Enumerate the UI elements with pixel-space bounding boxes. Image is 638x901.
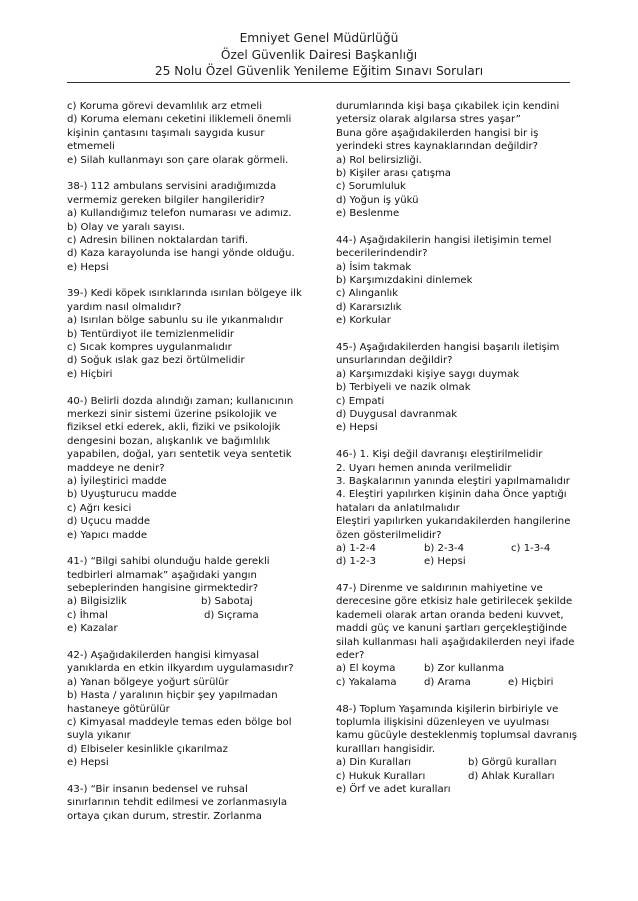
question-text: 39-) Kedi köpek ısırıklarında ısırılan bölgeye ilk — [67, 288, 302, 300]
option-row — [336, 662, 570, 675]
option-d: d) Kararsızlık — [336, 301, 402, 313]
option-e: e) Hepsi — [336, 422, 378, 434]
question-text: toplumla ilişkisini düzenleyen ve uyulması — [336, 716, 550, 728]
question-38 — [67, 180, 301, 274]
option-e: e) Kazalar — [67, 623, 118, 635]
option-d: d) Ahlak Kuralları — [468, 770, 555, 782]
text-line: d) Koruma elemanı ceketini iliklemeli önemli — [67, 114, 292, 126]
option-d: d) Kaza karayolunda ise hangi yönde olduğu. — [67, 248, 295, 260]
question-text: Buna göre aşağıdakilerden hangisi bir iş — [336, 127, 539, 139]
option-b: b) Terbiyeli ve nazik olmak — [336, 382, 471, 394]
question-text: silah kullanması hali aşağıdakilerden neyi ifade — [336, 636, 575, 648]
question-39 — [67, 287, 301, 381]
question-text: 48-) Toplum Yaşamında kişilerin birbiriyle ve — [336, 703, 559, 715]
option-e: e) Beslenme — [336, 208, 400, 220]
option-c: c) Ağrı kesici — [67, 502, 132, 514]
question-text: unsurlarından değildir? — [336, 355, 453, 367]
option-d: d) Arama — [424, 676, 471, 688]
question-text: 45-) Aşağıdakilerden hangisi başarılı iletişim — [336, 342, 560, 354]
option-b: b) Görgü kuralları — [468, 757, 557, 769]
question-text: 4. Eleştiri yapılırken kişinin daha Önce yaptığı — [336, 489, 567, 501]
question-text: kamu gücüyle desteklenmiş toplumsal davranış — [336, 730, 578, 742]
option-row — [67, 609, 301, 622]
question-text: sınırlarının tehdit edilmesi ve zorlanmasıyla — [67, 797, 288, 809]
question-43-continuation — [336, 100, 570, 221]
text-line: c) Koruma görevi devamlılık arz etmeli — [67, 101, 263, 112]
question-40 — [67, 395, 301, 542]
option-row — [336, 770, 570, 783]
option-a: a) Din Kuralları — [336, 757, 412, 769]
question-text: 40-) Belirli dozda alındığı zaman; kullanıcının — [67, 395, 294, 407]
question-text: dengesini bozan, alışkanlık ve bağımlılık — [67, 435, 271, 447]
header-rule — [67, 82, 570, 83]
option-e: e) Örf ve adet kuralları — [336, 783, 451, 795]
option-a: a) Isırılan bölge sabunlu su ile yıkanmalıdır — [67, 315, 284, 327]
question-48 — [336, 703, 578, 797]
option-d: d) 1-2-3 — [336, 556, 377, 568]
option-c: c) İhmal — [67, 609, 108, 621]
option-b: b) Karşımızdakini dinlemek — [336, 275, 473, 287]
option-b: b) Tentürdiyot ile temizlenmelidir — [67, 328, 235, 340]
option-a: a) Bilgisizlik — [67, 596, 127, 608]
question-text: yetersiz olarak algılarsa stres yaşar” — [336, 114, 521, 126]
question-text: 3. Başkalarının yanında eleştiri yapılmamalıdır — [336, 475, 570, 487]
question-text: derecesine göre etkisiz hale getirilecek şekilde — [336, 596, 573, 608]
option-a: a) Rol belirsizliği. — [336, 154, 422, 166]
question-41 — [67, 555, 301, 635]
question-42 — [67, 649, 301, 770]
right-column — [336, 100, 578, 796]
option-e: e) Hepsi — [67, 757, 109, 769]
option-b: b) Olay ve yaralı sayısı. — [67, 221, 185, 233]
question-text: eder? — [336, 650, 365, 662]
option-row — [336, 555, 570, 568]
option-a: a) El koyma — [336, 663, 396, 675]
question-text: maddeye ne denir? — [67, 462, 165, 474]
option-a: a) Yanan bölgeye yoğurt sürülür — [67, 676, 229, 688]
option-d: d) Yoğun iş yükü — [336, 194, 419, 206]
option-b: b) Kişiler arası çatışma — [336, 167, 451, 179]
question-text: 2. Uyarı hemen anında verilmelidir — [336, 462, 512, 474]
option-e: e) Korkular — [336, 315, 391, 327]
question-46 — [336, 448, 570, 569]
left-column — [67, 100, 301, 823]
question-text: kuraIlları hangisidir. — [336, 743, 436, 755]
question-text: 46-) 1. Kişi değil davranışı eleştirilmelidir — [336, 449, 543, 461]
question-text: vermemiz gereken bilgiler hangileridir? — [67, 194, 265, 206]
question-text: becerilerindendir? — [336, 248, 428, 260]
option-e: e) Hiçbiri — [508, 676, 554, 688]
option-d: d) Duygusal davranmak — [336, 408, 458, 420]
question-text: 38-) 112 ambulans servisini aradığımızda — [67, 181, 277, 193]
header-line-3: 25 Nolu Özel Güvenlik Yenileme Eğitim Sınavı Soruları — [154, 64, 484, 78]
option-d: d) Uçucu madde — [67, 516, 151, 528]
option-b: hastaneye götürülür — [67, 703, 170, 715]
option-a: a) Kullandığımız telefon numarası ve adımız. — [67, 208, 292, 220]
option-b: b) Zor kullanma — [424, 663, 505, 675]
question-text: 47-) Direnme ve saldırının mahiyetine ve — [336, 583, 543, 595]
option-e: e) Hepsi — [424, 556, 466, 568]
option-e: e) Hepsi — [67, 261, 109, 273]
option-c: c) Adresin bilinen noktalardan tarifi. — [67, 234, 249, 246]
question-text: durumlarında kişi başa çıkabilek için kendini — [336, 101, 560, 112]
document-header — [0, 30, 638, 80]
question-37-continuation — [67, 100, 301, 167]
text-line: e) Silah kullanmayı son çare olarak görmeli. — [67, 154, 289, 166]
question-43 — [67, 783, 301, 823]
question-text: 41-) “Bilgi sahibi olunduğu halde gerekli — [67, 556, 270, 568]
option-b: b) Sabotaj — [201, 596, 253, 608]
option-b: b) Hasta / yaralının hiçbir şey yapılmadan — [67, 690, 278, 702]
question-text: maddi güç ve kanuni şartları gerçekleştiğinde — [336, 623, 567, 635]
option-c: c) Alınganlık — [336, 288, 399, 300]
option-row — [336, 676, 570, 689]
option-b: b) 2-3-4 — [424, 542, 465, 554]
text-line: kişinin çantasını taşımalı saygıda kusur — [67, 127, 265, 139]
question-text: hataları da anlatılmalıdır — [336, 502, 460, 514]
option-d: d) Sıçrama — [204, 609, 259, 621]
question-text: 43-) “Bir insanın bedensel ve ruhsal — [67, 783, 248, 795]
option-b: b) Uyuşturucu madde — [67, 489, 177, 501]
question-text: sebeplerinden hangisine girmektedir? — [67, 583, 259, 595]
question-text: ortaya çıkan durum, strestir. Zorlanma — [67, 810, 262, 822]
option-d: d) Soğuk ıslak gaz bezi örtülmelidir — [67, 355, 245, 367]
option-e: e) Yapıcı madde — [67, 529, 148, 541]
option-c: c) Hukuk Kuralları — [336, 770, 426, 782]
option-a: a) 1-2-4 — [336, 542, 376, 554]
question-text: tedbirleri almamak” aşağıdaki yangın — [67, 569, 257, 581]
option-e: e) Hiçbiri — [67, 368, 113, 380]
text-line: etmemeli — [67, 141, 115, 153]
question-text: yanıklarda en etkin ilkyardım uygulamasıdır? — [67, 663, 294, 675]
option-c: c) 1-3-4 — [511, 542, 551, 554]
question-text: 44-) Aşağıdakilerin hangisi iletişimin temel — [336, 234, 552, 246]
option-c: c) Yakalama — [336, 676, 397, 688]
option-row — [336, 756, 570, 769]
option-c: c) Sıcak kompres uygulanmalıdır — [67, 342, 232, 354]
question-text: özen gösterilmelidir? — [336, 529, 442, 541]
option-c: c) Empati — [336, 395, 385, 407]
option-a: a) İsim takmak — [336, 261, 412, 273]
option-a: a) İyileştirici madde — [67, 475, 167, 487]
option-row — [336, 542, 570, 555]
header-line-2: Özel Güvenlik Dairesi Başkanlığı — [220, 47, 418, 62]
question-47 — [336, 582, 575, 689]
option-c: c) Sorumluluk — [336, 181, 406, 193]
question-text: fiziksel etki ederek, akli, fiziki ve psikolojik — [67, 422, 281, 434]
question-45 — [336, 341, 570, 435]
question-text: 42-) Aşağıdakilerden hangisi kimyasal — [67, 650, 259, 662]
option-row — [67, 595, 301, 608]
question-text: kademeli olarak artan oranda bedeni kuvvet, — [336, 609, 564, 621]
option-c: c) Kimyasal maddeyle temas eden bölge bol — [67, 716, 292, 728]
question-44 — [336, 234, 570, 328]
option-d: d) Elbiseler kesinlikle çıkarılmaz — [67, 743, 228, 755]
header-line-1: Emniyet Genel Müdürlüğü — [239, 31, 399, 45]
question-text: merkezi sinir sistemi üzerine psikolojik ve — [67, 408, 277, 420]
option-c: suyla yıkanır — [67, 730, 131, 742]
question-text: yardım nasıl olmalıdır? — [67, 301, 182, 313]
option-a: a) Karşımızdaki kişiye saygı duymak — [336, 368, 520, 380]
question-text: yapabilen, doğal, yarı sentetik veya sentetik — [67, 449, 292, 461]
question-text: yerindeki stres kaynaklarından değildir? — [336, 141, 538, 153]
question-text: Eleştiri yapılırken yukarıdakilerden hangilerine — [336, 516, 571, 528]
